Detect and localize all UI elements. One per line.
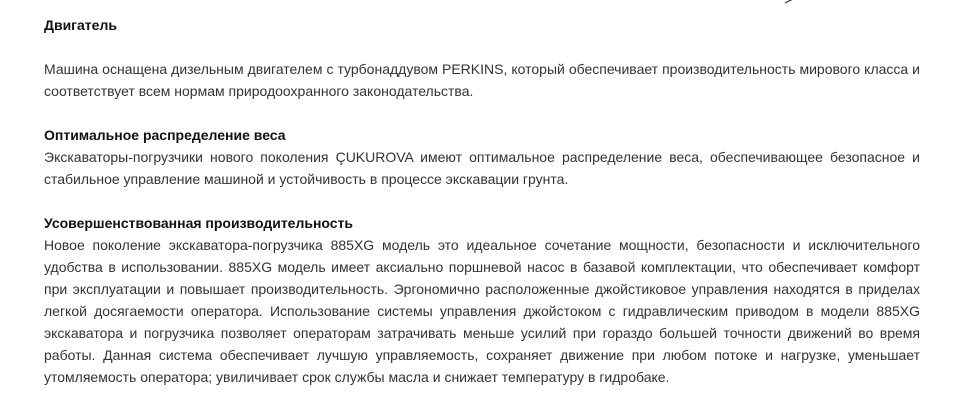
section-performance [44, 212, 920, 388]
section-heading-engine: Двигатель [44, 17, 117, 33]
decorative-arrow-icon [784, 0, 794, 4]
section-heading-weight-distribution: Оптимальное распределение веса [44, 127, 286, 143]
section-heading-performance: Усовершенствованная производительность [44, 215, 354, 231]
section-text-weight-distribution: Экскаваторы-погрузчики нового поколения ÇUKUROVA имеют оптимальное распределение веса, обеспечивающее безопасное и стабильное управление машиной и устойчивость в процессе экскавации грунта. [44, 149, 920, 187]
document-body [44, 14, 920, 388]
section-engine [44, 14, 920, 102]
section-text-performance: Новое поколение экскаватора-погрузчика 885XG модель это идеальное сочетание мощности, безопасности и исключительного удобства в использовании. 885XG модель имеет аксиально поршневой насос в базавой комплектации, что обеспечивает комфорт при эксплуатации и повышает производительность. Эргономично расположенные джойстиковое управления находятся в приделах легкой досягаемости оператора. Использование системы управления джойстоком с гидравлическим приводом в модели 885XG экскаватора и погрузчика позволяет операторам затрачивать меньше усилий при гораздо большей точности движений во время работы. Данная система обеспечивает лучшую управляемость, сохраняет движение при любом потоке и нагрузке, уменьшает утомляемость оператора; увиличивает срок службы масла и снижает температуру в гидробаке. [44, 237, 920, 385]
section-text-engine: Машина оснащена дизельным двигателем с турбонаддувом PERKINS, который обеспечивает производительность мирового класса и соответствует всем нормам природоохранного законодательства. [44, 61, 920, 99]
section-weight-distribution [44, 124, 920, 190]
